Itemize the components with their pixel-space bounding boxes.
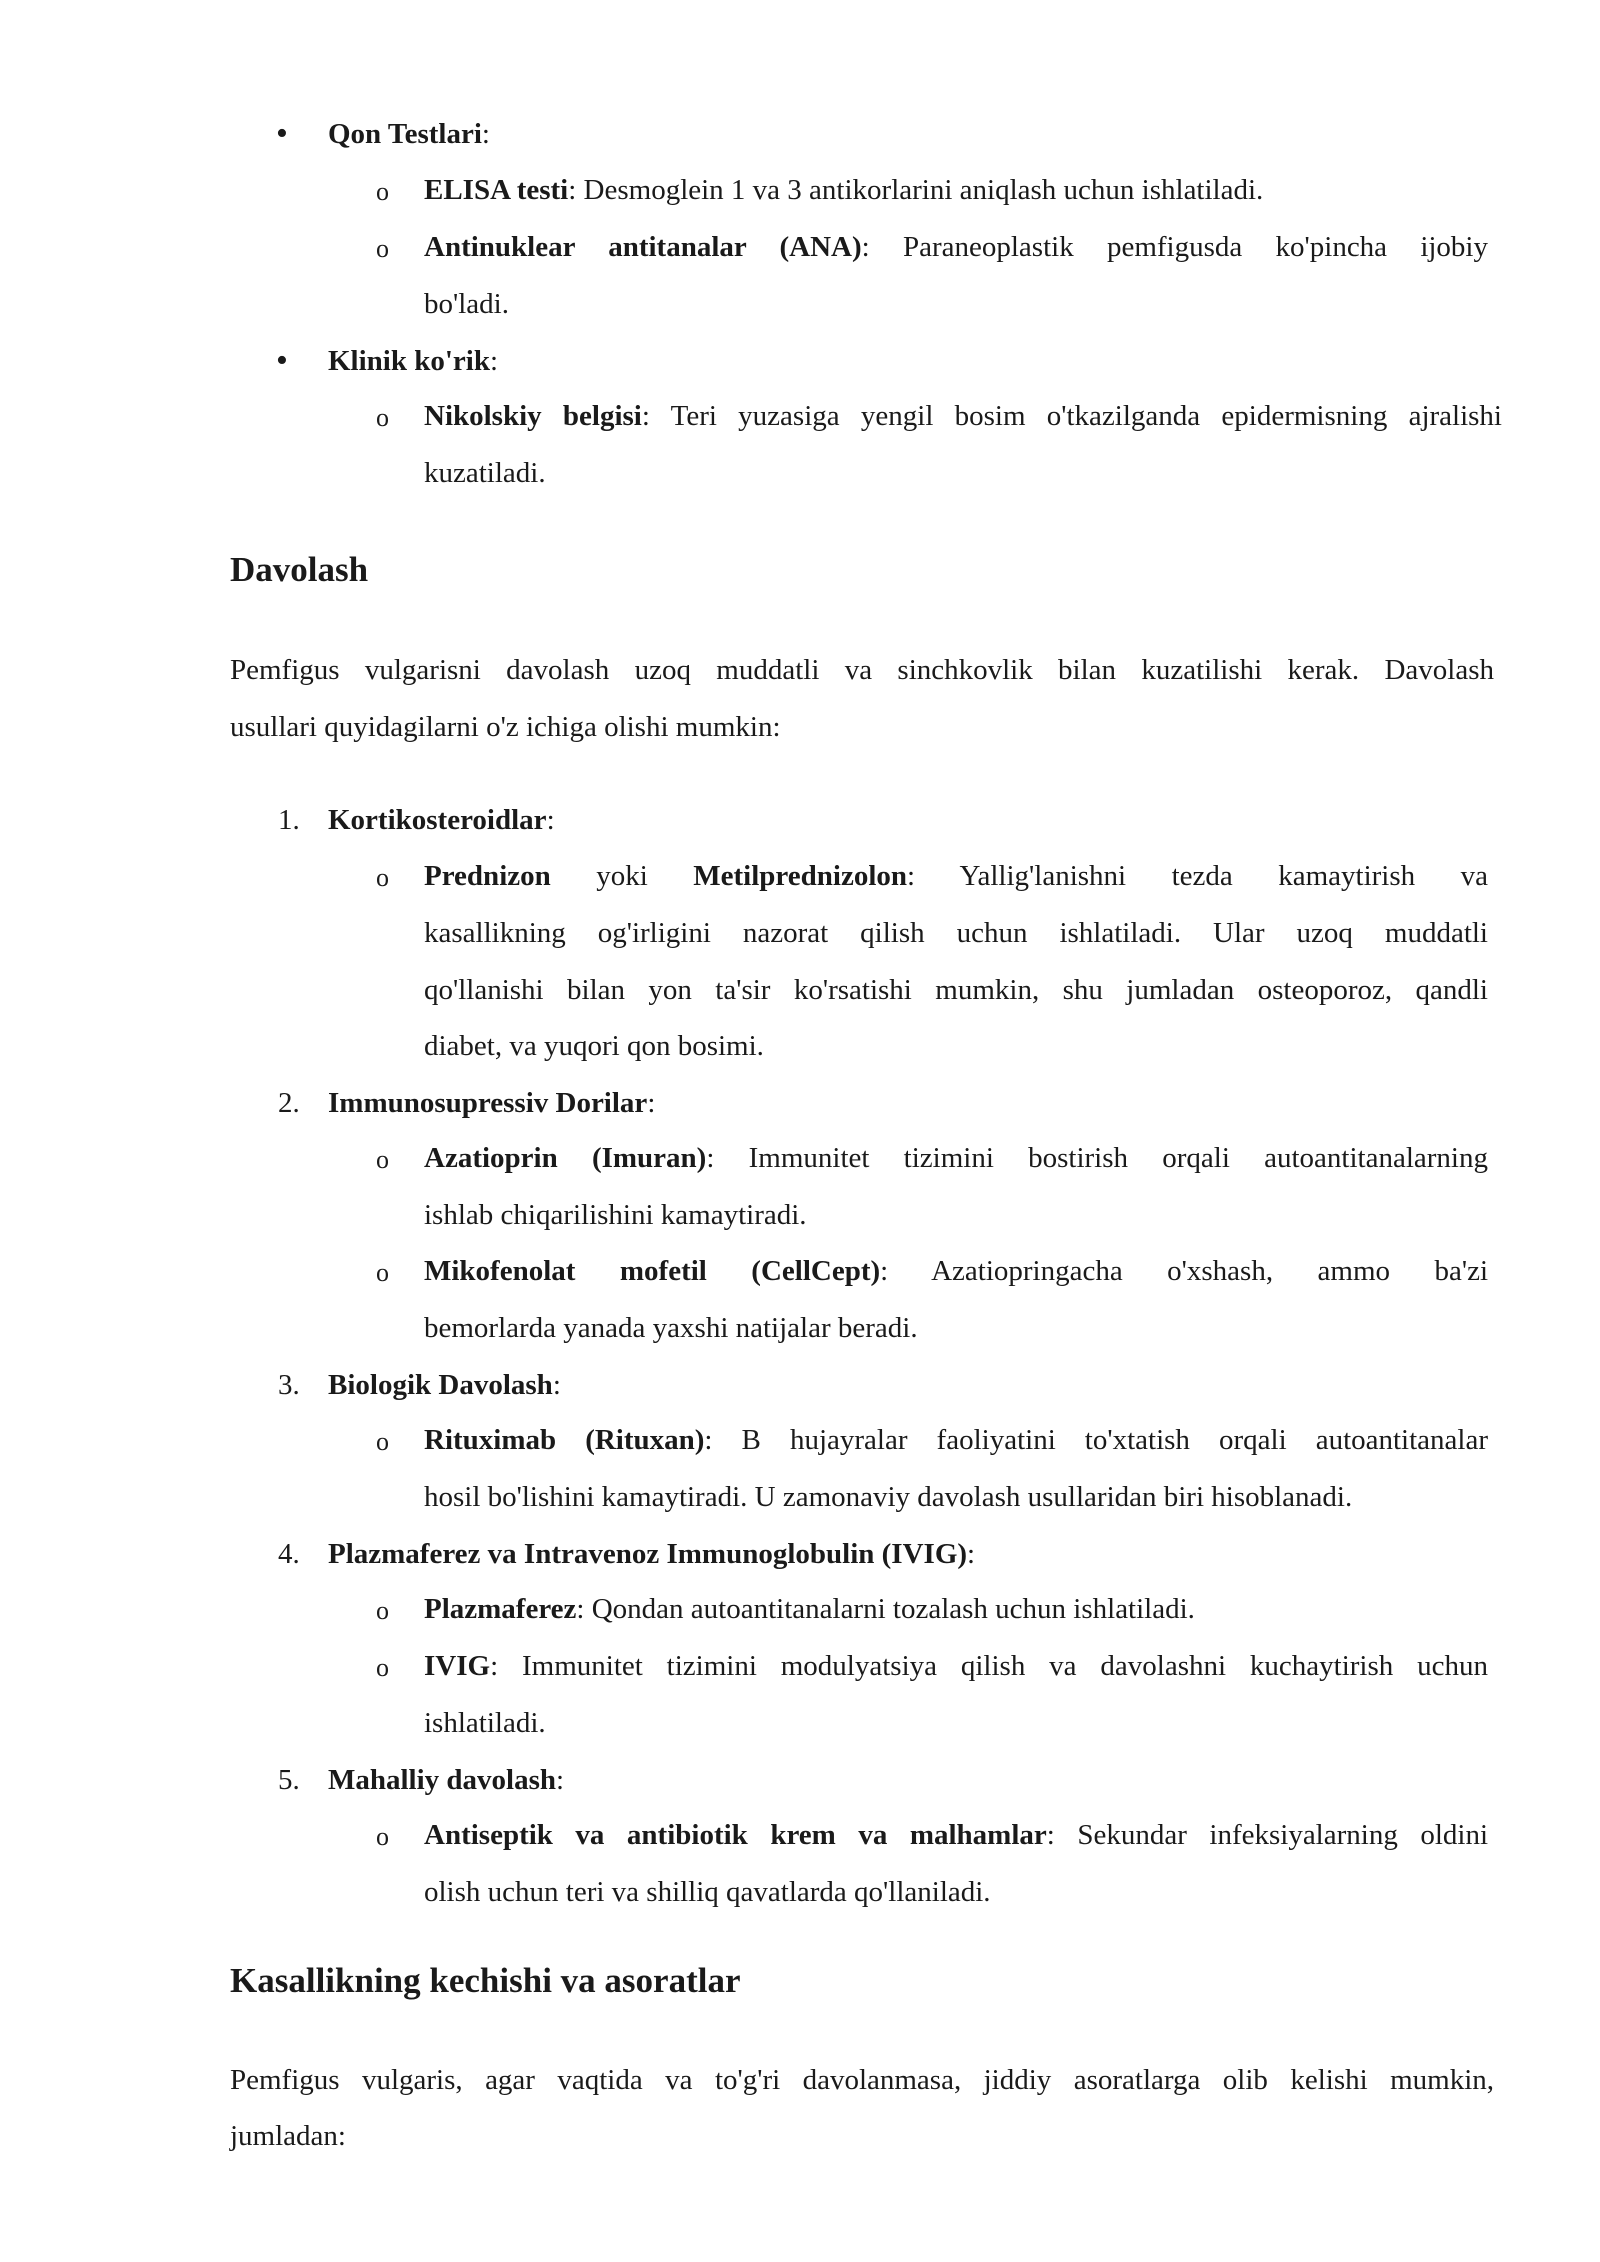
sub-item-azatioprin [424, 1130, 1488, 1186]
elisa-text: : Desmoglein 1 va 3 antikorlarini aniqlash uchun ishlatiladi. [568, 174, 1264, 206]
ana-text: : Paraneoplastik pemfigusda ko'pincha ijobiy [861, 231, 1488, 263]
sub-bullet-marker: o [376, 1145, 389, 1174]
mikofenolat-line-2: bemorlarda yanada yaxshi natijalar beradi. [424, 1312, 918, 1344]
joiner: yoki [550, 860, 694, 892]
list-item-local-treatment [328, 1752, 564, 1808]
bullet-marker: • [276, 115, 288, 152]
sub-bullet-marker: o [376, 403, 389, 432]
colon: : [546, 804, 555, 836]
colon: : [552, 1369, 561, 1401]
line-text: : Immunitet tizimini modulyatsiya qilish va davolashni kuchaytirish uchun [490, 1650, 1488, 1682]
item-title: Plazmaferez va Intravenoz Immunoglobulin (IVIG) [328, 1538, 968, 1570]
item-title: Biologik Davolash [328, 1369, 553, 1401]
line-text: : B hujayralar faoliyatini to'xtatish orqali autoantitanalar [704, 1424, 1488, 1456]
list-number: 2. [278, 1087, 300, 1119]
ivig-line-2: ishlatiladi. [424, 1707, 546, 1739]
list-item-blood-tests [328, 106, 490, 162]
elisa-term: ELISA testi [424, 174, 569, 206]
item-title: Kortikosteroidlar [328, 804, 547, 836]
sub-item-mikofenolat [424, 1243, 1488, 1299]
sub-bullet-marker: o [376, 234, 389, 263]
rituximab-line-2: hosil bo'lishini kamaytiradi. U zamonaviy davolash usullaridan biri hisoblanadi. [424, 1481, 1353, 1513]
list-number: 5. [278, 1764, 300, 1796]
line-text: : Sekundar infeksiyalarning oldini [1046, 1819, 1489, 1851]
clinical-exam-title: Klinik ko'rik [328, 345, 490, 377]
sub-item-prednizon [424, 848, 1488, 904]
colon: : [489, 345, 499, 377]
list-item-immunosuppressive [328, 1075, 655, 1131]
sub-item-plazmaferez [424, 1581, 1195, 1637]
list-number: 3. [278, 1369, 300, 1401]
section-heading-complications: Kasallikning kechishi va asoratlar [230, 1961, 741, 2000]
azatioprin-term: Azatioprin (Imuran) [424, 1142, 707, 1174]
section-heading-treatment: Davolash [230, 550, 369, 589]
list-number: 4. [278, 1538, 300, 1570]
sub-bullet-marker: o [376, 1653, 389, 1682]
list-item-plasmapheresis-ivig [328, 1526, 975, 1582]
mikofenolat-term: Mikofenolat mofetil (CellCept) [424, 1255, 881, 1287]
sub-item-elisa [424, 162, 1263, 218]
sub-item-nikolsky [424, 388, 1502, 444]
list-item-corticosteroids [328, 792, 555, 848]
sub-item-antiseptik [424, 1807, 1488, 1863]
plazmaferez-term: Plazmaferez [424, 1593, 577, 1625]
colon: : [556, 1764, 565, 1796]
nikolsky-text-continued: kuzatiladi. [424, 457, 546, 489]
antiseptik-term: Antiseptik va antibiotik krem va malhamlar [424, 1819, 1047, 1851]
line-text: : Yallig'lanishni tezda kamaytirish va [907, 860, 1488, 892]
treatment-intro-line-2: usullari quyidagilarni o'z ichiga olishi mumkin: [230, 711, 781, 743]
metilprednizolon-term: Metilprednizolon [693, 860, 907, 892]
complications-intro-line-2: jumladan: [230, 2120, 346, 2152]
line-text: : Azatiopringacha o'xshash, ammo ba'zi [880, 1255, 1489, 1287]
list-item-clinical-exam [328, 333, 498, 389]
item-title: Mahalliy davolash [328, 1764, 557, 1796]
rituximab-term: Rituximab (Rituxan) [424, 1424, 705, 1456]
line-text: : Immunitet tizimini bostirish orqali autoantitanalarning [706, 1142, 1488, 1174]
bullet-marker: • [276, 342, 288, 379]
sub-bullet-marker: o [376, 177, 389, 206]
prednizon-term: Prednizon [424, 860, 551, 892]
blood-tests-title: Qon Testlari [328, 118, 482, 150]
list-number: 1. [278, 804, 300, 836]
item-title: Immunosupressiv Dorilar [328, 1087, 648, 1119]
ivig-term: IVIG [424, 1650, 491, 1682]
nikolsky-term: Nikolskiy belgisi [424, 400, 642, 432]
prednizon-line-4: diabet, va yuqori qon bosimi. [424, 1030, 764, 1062]
colon: : [647, 1087, 656, 1119]
sub-bullet-marker: o [376, 1258, 389, 1287]
colon: : [481, 118, 490, 150]
sub-bullet-marker: o [376, 1822, 389, 1851]
sub-bullet-marker: o [376, 1427, 389, 1456]
prednizon-line-2: kasallikning og'irligini nazorat qilish uchun ishlatiladi. Ular uzoq muddatli [424, 917, 1488, 949]
sub-bullet-marker: o [376, 1596, 389, 1625]
ana-text-continued: bo'ladi. [424, 288, 509, 320]
complications-intro-line-1: Pemfigus vulgaris, agar vaqtida va to'g'ri davolanmasa, jiddiy asoratlarga olib kelishi mumkin, [230, 2064, 1494, 2096]
nikolsky-text: : Teri yuzasiga yengil bosim o'tkazilganda epidermisning ajralishi [641, 400, 1502, 432]
prednizon-line-3: qo'llanishi bilan yon ta'sir ko'rsatishi mumkin, shu jumladan osteoporoz, qandli [424, 974, 1488, 1006]
ana-term: Antinuklear antitanalar (ANA) [424, 231, 862, 263]
sub-bullet-marker: o [376, 863, 389, 892]
sub-item-ana [424, 219, 1488, 275]
list-item-biologic [328, 1357, 561, 1413]
sub-item-ivig [424, 1638, 1488, 1694]
azatioprin-line-2: ishlab chiqarilishini kamaytiradi. [424, 1199, 807, 1231]
treatment-intro-line-1: Pemfigus vulgarisni davolash uzoq muddatli va sinchkovlik bilan kuzatilishi kerak. Davolash [230, 654, 1494, 686]
colon: : [967, 1538, 976, 1570]
antiseptik-line-2: olish uchun teri va shilliq qavatlarda qo'llaniladi. [424, 1876, 991, 1908]
sub-item-rituximab [424, 1412, 1488, 1468]
line-text: : Qondan autoantitanalarni tozalash uchun ishlatiladi. [576, 1593, 1195, 1625]
